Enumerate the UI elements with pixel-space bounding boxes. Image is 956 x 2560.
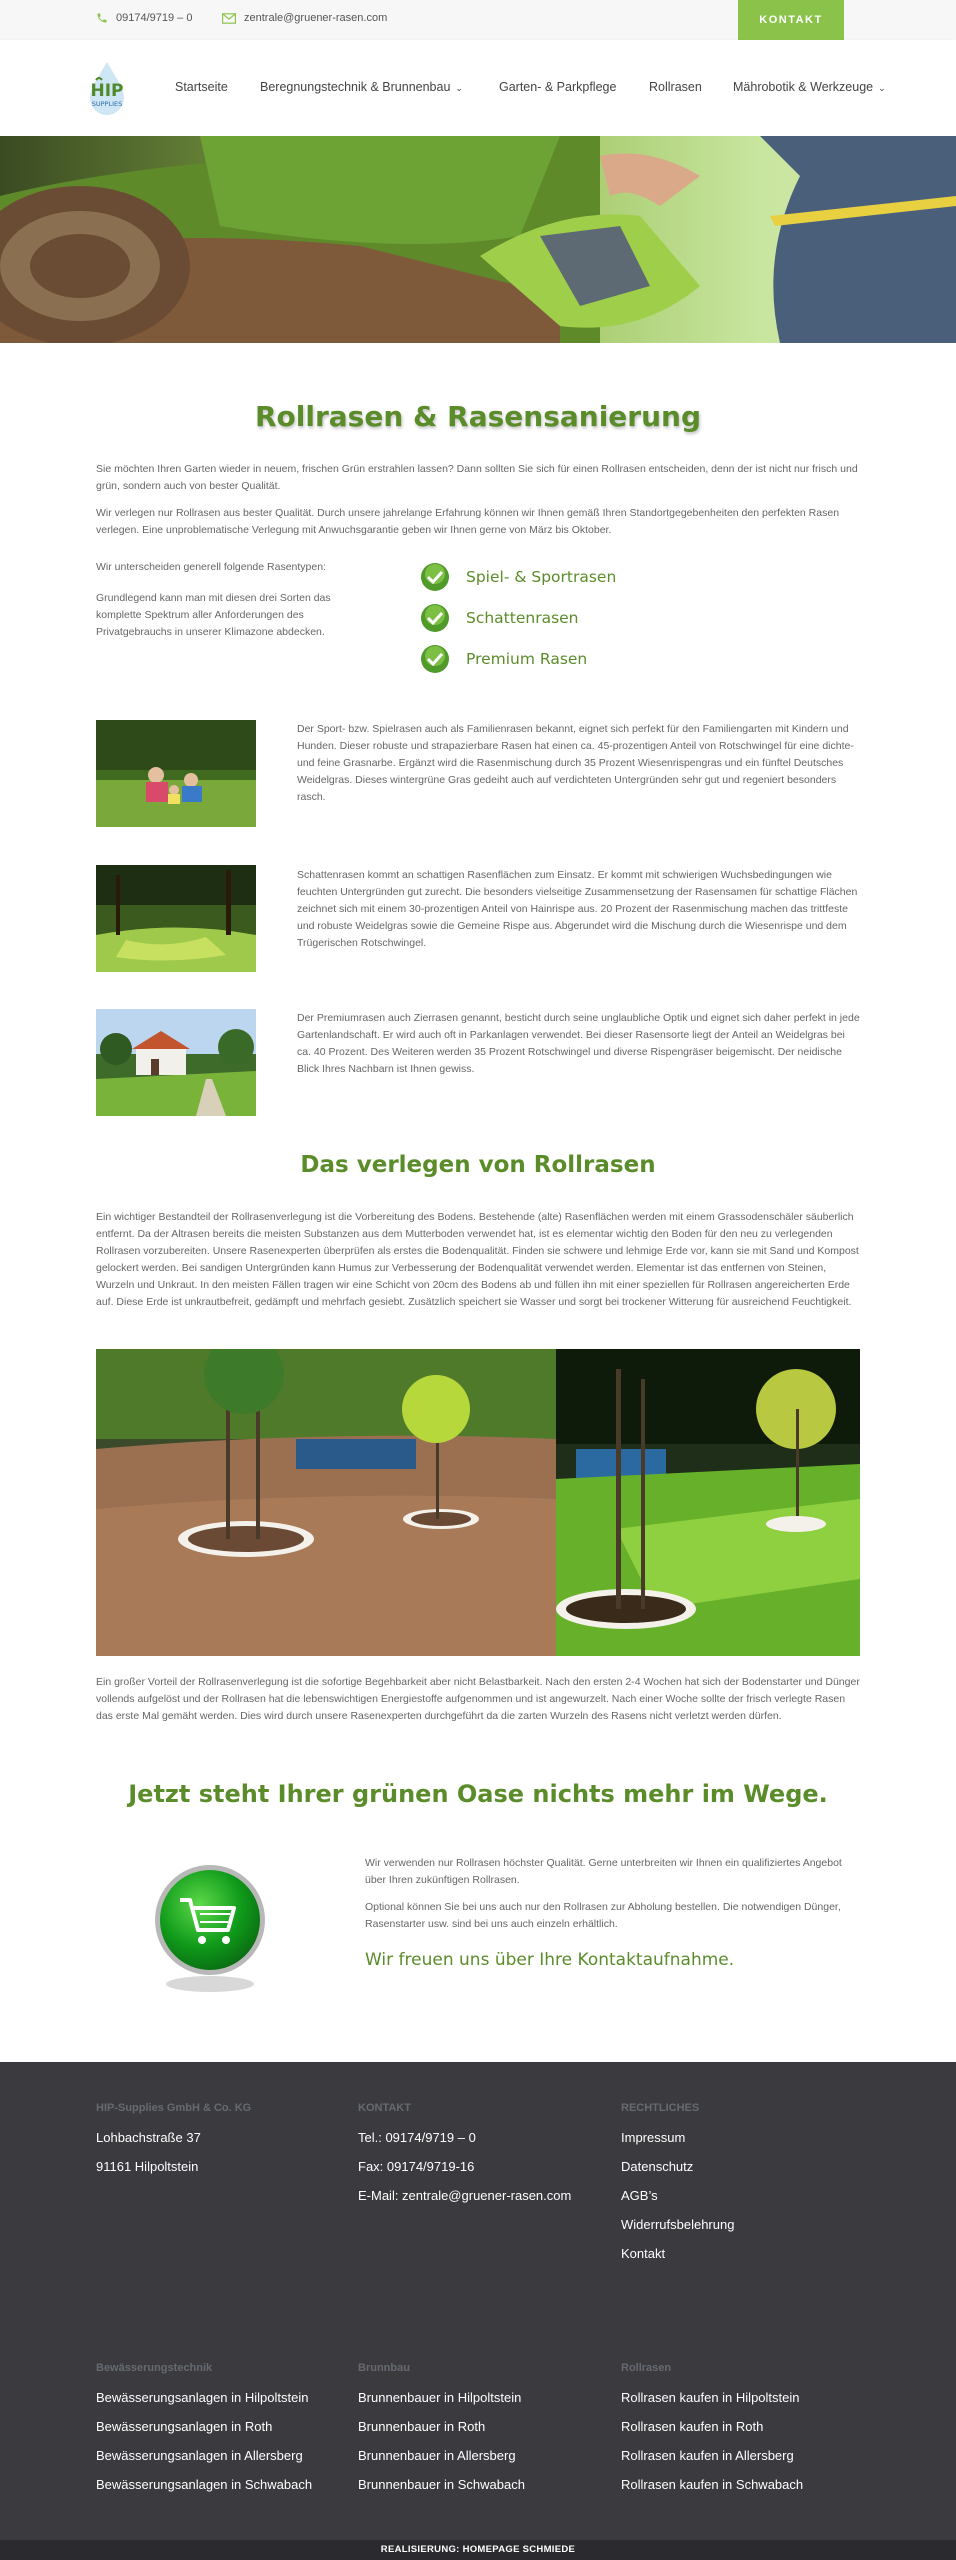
seo-link-bewaesserung[interactable]: Bewässerungsanlagen in Hilpoltstein: [96, 2390, 309, 2405]
footer-kontakt-title: KONTAKT: [358, 2102, 411, 2114]
seo-link-rollrasen[interactable]: Rollrasen kaufen in Allersberg: [621, 2448, 794, 2463]
footer-company-title: HIP-Supplies GmbH & Co. KG: [96, 2102, 252, 2114]
verlegen-title: Das verlegen von Rollrasen: [300, 1152, 656, 1178]
footer-rollrasen-title: Rollrasen: [621, 2362, 672, 2374]
seo-link-brunnenbau[interactable]: Brunnenbauer in Allersberg: [358, 2448, 516, 2463]
premiumrasen-image: [96, 1009, 256, 1116]
intro-paragraph-2: Wir verlegen nur Rollrasen aus bester Qualität. Durch unsere jahrelange Erfahrung können wir Ihnen gemäß Ihren Standortgegebenheiten den perfekten Rasen verlegen. Eine unproblematische Verlegung mit Anwuchsgarantie geben wir Ihnen gerne von März bis Oktober.: [96, 507, 840, 536]
footer-phone[interactable]: Tel.: 09174/9719 – 0: [358, 2130, 476, 2145]
footer-bewaesserung-title: Bewässerungstechnik: [96, 2362, 213, 2374]
footer-email[interactable]: E-Mail: zentrale@gruener-rasen.com: [358, 2188, 572, 2203]
intro-paragraph-1: Sie möchten Ihren Garten wieder in neuem, frischen Grün erstrahlen lassen? Dann sollten Sie sich für einen Rollrasen entscheiden, denn der ist nicht nur frisch und grün, sondern auch von bester Qualität.: [96, 463, 858, 492]
phone-icon: [96, 12, 108, 24]
footer-address-city: 91161 Hilpoltstein: [96, 2159, 199, 2174]
footer-link-agb[interactable]: AGB’s: [621, 2188, 658, 2203]
type-spiel-sportrasen: Spiel- & Sportrasen: [420, 562, 616, 592]
footer-rechtliches-title: RECHTLICHES: [621, 2102, 700, 2114]
seo-link-brunnenbau[interactable]: Brunnenbauer in Roth: [358, 2419, 486, 2434]
footer-address-street: Lohbachstraße 37: [96, 2130, 201, 2145]
premiumrasen-description: Der Premiumrasen auch Zierrasen genannt, besticht durch seine unglaubliche Optik und eignet sich daher perfekt in jede Gartenlandschaft. Er wird auch oft in Parkanlagen verwendet. Bei dieser Rasensorte liegt der Anteil an Weidelgras bei ca. 40 Prozent. Des Weiteren werden 35 Prozent Rotschwingel und diverse Rispengräser beigemischt. Der neidische Blick Ihres Nachbarn ist Ihnen gewiss.: [297, 1012, 860, 1075]
phone-number: 09174/9719 – 0: [116, 12, 193, 24]
oase-title: Jetzt steht Ihrer grünen Oase nichts mehr im Wege.: [128, 1780, 828, 1808]
types-note: Grundlegend kann man mit diesen drei Sorten das komplette Spektrum aller Anforderungen des Privatgebrauchs in unserer Klimazone abdecken.: [96, 592, 331, 638]
oase-paragraph-1: Wir verwenden nur Rollrasen höchster Qualität. Gerne unterbreiten wir Ihnen ein qualifiziertes Angebot über Ihren zukünftigen Rollrasen.: [365, 1857, 842, 1886]
nav-garten-parkpflege[interactable]: Garten- & Parkpflege: [499, 80, 617, 94]
vorteil-paragraph: Ein großer Vorteil der Rollrasenverlegung ist die sofortige Begehbarkeit aber nicht Belastbarkeit. Nach den ersten 2-4 Wochen hat sich der Bodenstarter und Dünger vollends aufgelöst und der Rollrasen hat die lebenswichtigen Energiestoffe aufgenommen und ist angewurzelt. Nach einer Woche sollte der frisch verlegte Rasen das erste Mal gemäht werden. Dies wird durch unsere Rasenexperten durchgeführt da die zarten Wurzeln des Rasens nicht verletzt werden dürfen.: [96, 1676, 860, 1722]
sportrasen-image: [96, 720, 256, 827]
type-schattenrasen: Schattenrasen: [420, 603, 579, 633]
checkmark-ball-icon: [420, 644, 450, 674]
before-after-image: [96, 1349, 860, 1656]
footer-link-widerruf[interactable]: Widerrufsbelehrung: [621, 2217, 735, 2232]
seo-link-bewaesserung[interactable]: Bewässerungsanlagen in Allersberg: [96, 2448, 303, 2463]
sportrasen-description: Der Sport- bzw. Spielrasen auch als Familienrasen bekannt, eignet sich perfekt für den Familiengarten mit Kindern und Hunden. Dieser robuste und strapazierbare Rasen hat einen ca. 45-prozentigen Anteil von Rotschwingel für eine dichte- und feine Grasnarbe. Ergänzt wird die Rasenmischung durch 35 Prozent Wiesenrispengras und ein fünftel Deutsches Weidelgras. Dieses wintergrüne Gras gedeiht auch auf verdichteten Untergründen sehr gut und regeniert besonders rasch.: [297, 723, 854, 803]
phone-contact[interactable]: [96, 12, 192, 24]
seo-link-rollrasen[interactable]: Rollrasen kaufen in Roth: [621, 2419, 764, 2434]
type-premium-rasen: Premium Rasen: [420, 644, 587, 674]
seo-link-rollrasen[interactable]: Rollrasen kaufen in Hilpoltstein: [621, 2390, 800, 2405]
checkmark-ball-icon: [420, 603, 450, 633]
chevron-down-icon: ⌄: [878, 83, 886, 93]
seo-link-bewaesserung[interactable]: Bewässerungsanlagen in Schwabach: [96, 2477, 313, 2492]
hero-image: [0, 136, 956, 343]
credit-bar[interactable]: REALISIERUNG: HOMEPAGE SCHMIEDE: [0, 2540, 956, 2560]
email-address: zentrale@gruener-rasen.com: [244, 12, 388, 24]
nav-maehrobotik[interactable]: Mährobotik & Werkzeuge ⌄: [733, 80, 886, 94]
logo-text-bottom: SUPPLIES: [91, 100, 123, 108]
oase-cta: Wir freuen uns über Ihre Kontaktaufnahme.: [365, 1950, 735, 1970]
main-header: [0, 40, 956, 136]
hip-supplies-logo[interactable]: [76, 58, 138, 120]
seo-link-rollrasen[interactable]: Rollrasen kaufen in Schwabach: [621, 2477, 804, 2492]
shopping-cart-icon[interactable]: [152, 1862, 268, 1994]
email-contact[interactable]: [222, 12, 387, 24]
oase-paragraph-2: Optional können Sie bei uns auch nur den Rollrasen zur Abholung bestellen. Die notwendigen Dünger, Rasenstarter usw. sind bei uns auch einzeln erhältlich.: [365, 1901, 841, 1930]
seo-link-brunnenbau[interactable]: Brunnenbauer in Hilpoltstein: [358, 2390, 522, 2405]
mail-icon: [222, 13, 236, 24]
seo-link-brunnenbau[interactable]: Brunnenbauer in Schwabach: [358, 2477, 525, 2492]
checkmark-ball-icon: [420, 562, 450, 592]
types-intro: Wir unterscheiden generell folgende Rasentypen:: [96, 561, 326, 573]
top-bar: [0, 0, 956, 40]
chevron-down-icon: ⌄: [455, 83, 463, 93]
nav-startseite[interactable]: Startseite: [175, 80, 228, 94]
page-title: Rollrasen & Rasensanierung: [254, 400, 702, 433]
schattenrasen-description: Schattenrasen kommt an schattigen Rasenflächen zum Einsatz. Er kommt mit schwierigen Wuchsbedingungen wie feuchten Untergründen gut zurecht. Die besonders vielseitige Zusammensetzung der Rasensamen für schattige Flächen zeichnet sich mit einem 30-prozentigen Anteil von Hainrispe aus. 20 Prozent der Rasenmischung machen das trittfeste und robuste Weidelgras sowie die Gemeine Rispe aus. Abgerundet wird die Mischung durch die Wiesenrispe und dem Trügerischen Rotschwingel.: [297, 869, 858, 949]
footer-link-kontakt[interactable]: Kontakt: [621, 2246, 666, 2261]
footer-brunnbau-title: Brunnbau: [358, 2362, 410, 2374]
logo-text-top: HIP: [90, 81, 124, 101]
verlegen-paragraph: Ein wichtiger Bestandteil der Rollrasenverlegung ist die Vorbereitung des Bodens. Bestehende (alte) Rasenflächen werden mit einem Grassodenschäler säuberlich entfernt. Da der Altrasen bereits die meisten Substanzen aus dem Mutterboden verwendet hat, ist es elementar wichtig den Boden für den neu zu verlegenden Rollrasen vorzubereiten. Unsere Rasenexperten überprüfen als erstes die Bodenqualität. Finden sie schwere und lehmige Erde vor, kann sie mit Sand und Kompost gelockert werden. Bei sandigen Untergründen kann Humus zur Verbesserung der Bodenqualität verwendet werden. Elementar ist das entfernen von Steinen, Wurzeln und Unkraut. In den meisten Fällen tragen wir eine Schicht von 20cm des Bodens ab und füllen ihn mit einer speziellen für Rollrasen angereicherten Erde auf. Diese Erde ist unkrautbefreit, gedämpft und mehrfach gesiebt. Zusätzlich speichert sie Wasser und sorgt bei trockener Witterung für ausreichend Feuchtigkeit.: [96, 1211, 859, 1308]
kontakt-button[interactable]: KONTAKT: [738, 0, 844, 40]
seo-link-bewaesserung[interactable]: Bewässerungsanlagen in Roth: [96, 2419, 273, 2434]
nav-rollrasen[interactable]: Rollrasen: [649, 80, 702, 94]
schattenrasen-image: [96, 865, 256, 972]
nav-beregnungstechnik[interactable]: Beregnungstechnik & Brunnenbau ⌄: [260, 80, 463, 94]
footer-fax: Fax: 09174/9719-16: [358, 2159, 475, 2174]
footer-link-impressum[interactable]: Impressum: [621, 2130, 686, 2145]
footer-link-datenschutz[interactable]: Datenschutz: [621, 2159, 694, 2174]
